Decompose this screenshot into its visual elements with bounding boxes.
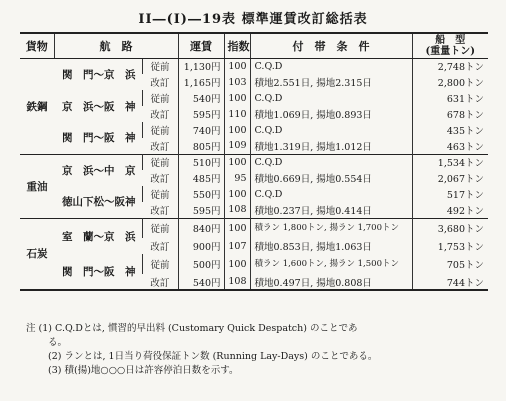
condition-cell: 積地0.237日, 揚地0.414日	[250, 202, 412, 218]
header-ship-size	[412, 33, 488, 58]
condition-cell: 積地0.853日, 揚地1.063日	[250, 238, 412, 254]
ship-size-cell: 2,067トン	[412, 170, 488, 186]
freight-revision-table	[20, 32, 488, 291]
index-cell: 100	[224, 122, 250, 138]
index-cell: 110	[224, 106, 250, 122]
note-1-text: C.Q.Dとは, 慣習的早出料 (Customary Quick Despatch) のことであ	[55, 323, 358, 334]
ship-size-cell: 2,800トン	[412, 74, 488, 90]
ship-size-cell: 1,534トン	[412, 154, 488, 170]
header-route: 航 路	[54, 33, 178, 58]
row-kind: 従前	[142, 218, 178, 238]
freight-cell: 540円	[178, 274, 224, 290]
row-kind: 従前	[142, 186, 178, 202]
index-cell: 100	[224, 254, 250, 274]
cargo-label: 重油	[26, 180, 48, 193]
index-cell: 107	[224, 238, 250, 254]
freight-cell: 540円	[178, 90, 224, 106]
freight-cell: 550円	[178, 186, 224, 202]
freight-cell: 805円	[178, 138, 224, 154]
condition-cell: 積地0.497日, 揚地0.808日	[250, 274, 412, 290]
note-3	[26, 364, 496, 378]
index-cell: 100	[224, 58, 250, 74]
index-cell: 103	[224, 74, 250, 90]
table-row	[20, 186, 488, 202]
cargo-label: 石炭	[26, 248, 48, 261]
condition-cell: 積地0.669日, 揚地0.554日	[250, 170, 412, 186]
cargo-group-heavy-oil	[20, 154, 488, 218]
note-2-text: ランとは, 1日当り荷役保証トン数 (Running Lay-Days) のことである。	[64, 351, 378, 362]
row-kind: 改訂	[150, 141, 170, 153]
route-label: 室 蘭〜京 浜	[62, 230, 136, 243]
condition-cell: 積ラン 1,600トン, 揚ラン 1,500トン	[250, 254, 412, 274]
condition-cell: C.Q.D	[250, 58, 412, 74]
condition-cell: C.Q.D	[250, 154, 412, 170]
freight-cell: 1,165円	[178, 74, 224, 90]
ship-size-cell: 492トン	[412, 202, 488, 218]
table-title: II―(I)―19表 標準運賃改訂総括表	[138, 12, 368, 27]
freight-cell: 1,130円	[178, 58, 224, 74]
row-kind: 改訂	[150, 110, 170, 121]
table-row	[20, 58, 488, 74]
row-kind: 改訂	[150, 78, 170, 89]
index-cell: 100	[224, 218, 250, 238]
condition-cell: C.Q.D	[250, 90, 412, 106]
ship-size-cell: 3,680トン	[412, 218, 488, 238]
row-kind: 改訂	[150, 205, 170, 217]
table-row	[20, 122, 488, 138]
route-label: 関 門〜京 浜	[62, 68, 136, 81]
note-2	[26, 350, 496, 364]
route-label: 京 浜〜中 京	[62, 164, 136, 177]
index-cell: 100	[224, 186, 250, 202]
route-label: 関 門〜阪 神	[62, 266, 136, 278]
table-row	[20, 90, 488, 106]
ship-size-cell: 744トン	[412, 274, 488, 290]
row-kind: 従前	[142, 58, 178, 74]
row-kind: 従前	[142, 154, 178, 170]
freight-cell: 510円	[178, 154, 224, 170]
cargo-label: 鉄鋼	[26, 100, 48, 113]
index-cell: 109	[224, 138, 250, 154]
table-row	[20, 254, 488, 274]
condition-cell: C.Q.D	[250, 122, 412, 138]
condition-cell: 積地1.069日, 揚地0.893日	[250, 106, 412, 122]
freight-cell: 595円	[178, 106, 224, 122]
header-row	[20, 33, 488, 58]
condition-cell: 積ラン 1,800トン, 揚ラン 1,700トン	[250, 218, 412, 238]
header-ship-size-line2: (重量トン)	[425, 45, 475, 57]
cargo-group-steel	[20, 58, 488, 154]
route-label: 関 門〜阪 神	[62, 132, 136, 145]
freight-cell: 500円	[178, 254, 224, 274]
freight-cell: 595円	[178, 202, 224, 218]
condition-cell: C.Q.D	[250, 186, 412, 202]
index-cell: 100	[224, 90, 250, 106]
freight-cell: 840円	[178, 218, 224, 238]
index-cell: 95	[224, 170, 250, 186]
note-1-label: 注 (1)	[26, 323, 52, 334]
freight-cell: 485円	[178, 170, 224, 186]
row-kind: 改訂	[150, 174, 170, 185]
table-row	[20, 154, 488, 170]
ship-size-cell: 435トン	[412, 122, 488, 138]
ship-size-cell: 631トン	[412, 90, 488, 106]
route-label: 徳山下松〜阪神	[62, 196, 136, 209]
index-cell: 108	[224, 274, 250, 290]
cargo-group-coal	[20, 218, 488, 290]
ship-size-cell: 1,753トン	[412, 238, 488, 254]
condition-cell: 積地1.319日, 揚地1.012日	[250, 138, 412, 154]
header-cargo: 貨物	[20, 33, 54, 58]
ship-size-cell: 463トン	[412, 138, 488, 154]
row-kind: 改訂	[150, 277, 170, 289]
note-2-label: (2)	[48, 351, 62, 362]
note-3-label: (3)	[48, 365, 62, 376]
freight-cell: 900円	[178, 238, 224, 254]
row-kind: 従前	[142, 90, 178, 106]
condition-cell: 積地2.551日, 揚地2.315日	[250, 74, 412, 90]
row-kind: 従前	[142, 122, 178, 138]
header-index: 指数	[224, 33, 250, 58]
route-label: 京 浜〜阪 神	[62, 100, 136, 113]
header-freight: 運賃	[178, 33, 224, 58]
index-cell: 100	[224, 154, 250, 170]
ship-size-cell: 2,748トン	[412, 58, 488, 74]
table-row	[20, 218, 488, 238]
footnotes	[26, 322, 496, 378]
header-conditions: 付 帯 条 件	[250, 33, 412, 58]
ship-size-cell: 678トン	[412, 106, 488, 122]
header-ship-size-line1: 船 型	[435, 34, 466, 46]
note-1-continuation: る。	[48, 337, 68, 348]
ship-size-cell: 705トン	[412, 254, 488, 274]
ship-size-cell: 517トン	[412, 186, 488, 202]
freight-cell: 740円	[178, 122, 224, 138]
row-kind: 従前	[142, 254, 178, 274]
note-3-text: 積(揚)地○○○日は許容停泊日数を示す。	[64, 365, 239, 376]
row-kind: 改訂	[150, 242, 170, 253]
note-1	[26, 322, 496, 336]
index-cell: 108	[224, 202, 250, 218]
